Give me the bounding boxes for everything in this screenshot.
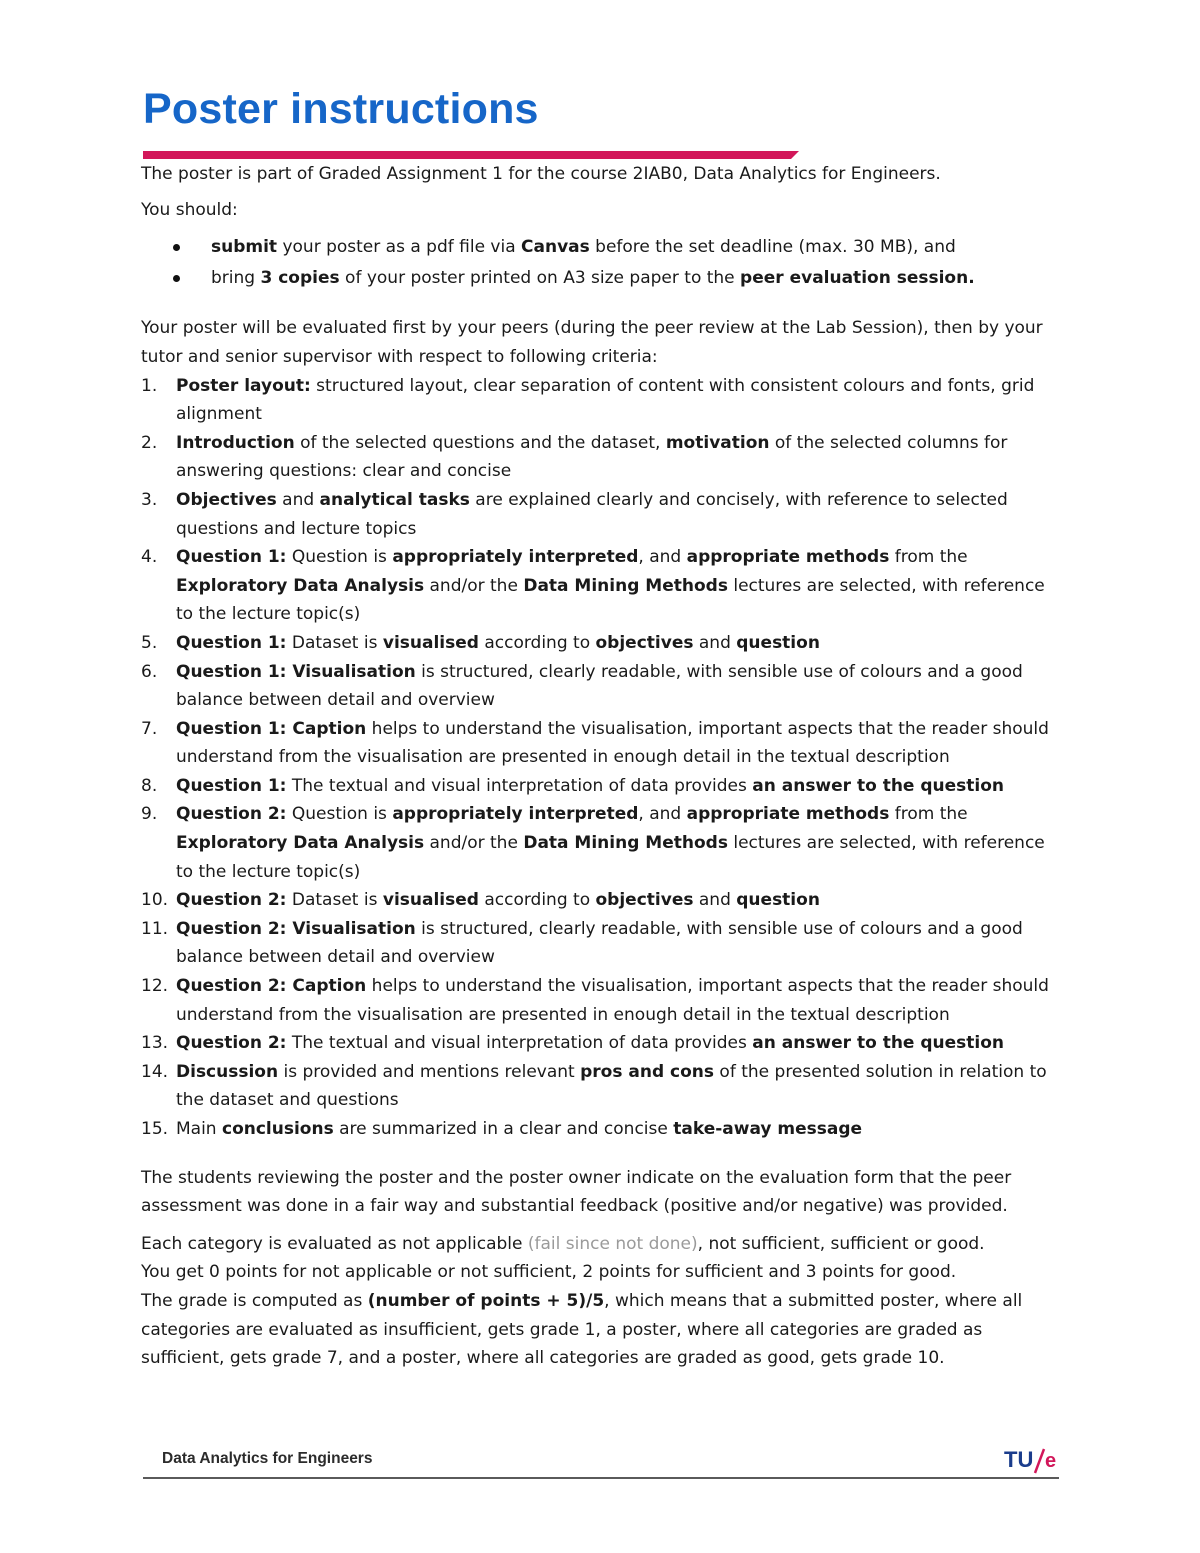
requirements-list bbox=[141, 233, 1061, 292]
criterion-item: 6. Question 1: Visualisation is structured, clearly readable, with sensible use of colours and a good balance between detail and overview bbox=[141, 661, 1023, 711]
you-should-label: You should: bbox=[141, 199, 238, 220]
criterion-item: 13. Question 2: The textual and visual interpretation of data provides an answer to the question bbox=[141, 1033, 1005, 1054]
grading-line-3: The grade is computed as (number of points + 5)/5, which means that a submitted poster, where all categories are evaluated as insufficient, gets grade 1, a poster, where all categories are graded as sufficient, gets grade 7, and a poster, where all categories are graded as good, gets grade 10. bbox=[141, 1290, 1023, 1369]
criterion-item: 8. Question 1: The textual and visual interpretation of data provides an answer to the question bbox=[141, 775, 1005, 796]
svg-text:e: e bbox=[1045, 1450, 1057, 1472]
criterion-item: 5. Question 1: Dataset is visualised according to objectives and question bbox=[141, 632, 820, 653]
page-title: Poster instructions bbox=[143, 85, 539, 133]
grading-line-1: Each category is evaluated as not applicable (fail since not done), not sufficient, sufficient or good. bbox=[141, 1233, 985, 1254]
svg-text:TU: TU bbox=[1004, 1447, 1034, 1472]
title-underline bbox=[143, 151, 799, 159]
document-body bbox=[141, 160, 1061, 1373]
criterion-item: 3. Objectives and analytical tasks are explained clearly and concisely, with reference to selected questions and lecture topics bbox=[141, 489, 1008, 539]
fairness-paragraph: The students reviewing the poster and the poster owner indicate on the evaluation form that the peer assessment was done in a fair way and substantial feedback (positive and/or negative) was provided. bbox=[141, 1167, 1012, 1217]
grading-line-2: You get 0 points for not applicable or not sufficient, 2 points for sufficient and 3 points for good. bbox=[141, 1262, 957, 1283]
criterion-item: 12. Question 2: Caption helps to understand the visualisation, important aspects that the reader should understand from the visualisation are presented in enough detail in the textual description bbox=[141, 976, 1049, 1025]
criterion-item: 14. Discussion is provided and mentions relevant pros and cons of the presented solution in relation to the dataset and questions bbox=[141, 1061, 1047, 1111]
criteria-list bbox=[141, 372, 1061, 1144]
criterion-item: 7. Question 1: Caption helps to understand the visualisation, important aspects that the reader should understand from the visualisation are presented in enough detail in the textual description bbox=[141, 718, 1049, 768]
grey-note: (fail since not done) bbox=[527, 1233, 698, 1254]
tue-logo-icon bbox=[1002, 1443, 1062, 1477]
criterion-item: 4. Question 1: Question is appropriately interpreted, and appropriate methods from the Exploratory Data Analysis and/or the Data Mining Methods lectures are selected, with reference to the lecture topic(s) bbox=[141, 547, 1045, 625]
list-item: submit your poster as a pdf file via Canvas before the set deadline (max. 30 MB), and bbox=[141, 233, 1061, 262]
criterion-item: 1. Poster layout: structured layout, clear separation of content with consistent colours and fonts, grid alignment bbox=[141, 375, 1035, 425]
criterion-item: 9. Question 2: Question is appropriately interpreted, and appropriate methods from the Exploratory Data Analysis and/or the Data Mining Methods lectures are selected, with reference to the lecture topic(s) bbox=[141, 804, 1045, 882]
criterion-item: 10. Question 2: Dataset is visualised according to objectives and question bbox=[141, 890, 820, 911]
criterion-item: 11. Question 2: Visualisation is structured, clearly readable, with sensible use of colours and a good balance between detail and overview bbox=[141, 918, 1023, 968]
criterion-item: 2. Introduction of the selected questions and the dataset, motivation of the selected columns for answering questions: clear and concise bbox=[141, 432, 1008, 482]
criterion-item: 15. Main conclusions are summarized in a clear and concise take-away message bbox=[141, 1119, 863, 1139]
evaluation-intro: Your poster will be evaluated first by your peers (during the peer review at the Lab Session), then by your tutor and senior supervisor with respect to following criteria: bbox=[141, 318, 1043, 367]
intro-paragraph: The poster is part of Graded Assignment 1 for the course 2IAB0, Data Analytics for Engineers. bbox=[141, 164, 941, 184]
footer-divider bbox=[143, 1476, 1059, 1480]
footer-course-label: Data Analytics for Engineers bbox=[162, 1450, 373, 1467]
list-item: bring 3 copies of your poster printed on A3 size paper to the peer evaluation session. bbox=[141, 264, 1061, 293]
